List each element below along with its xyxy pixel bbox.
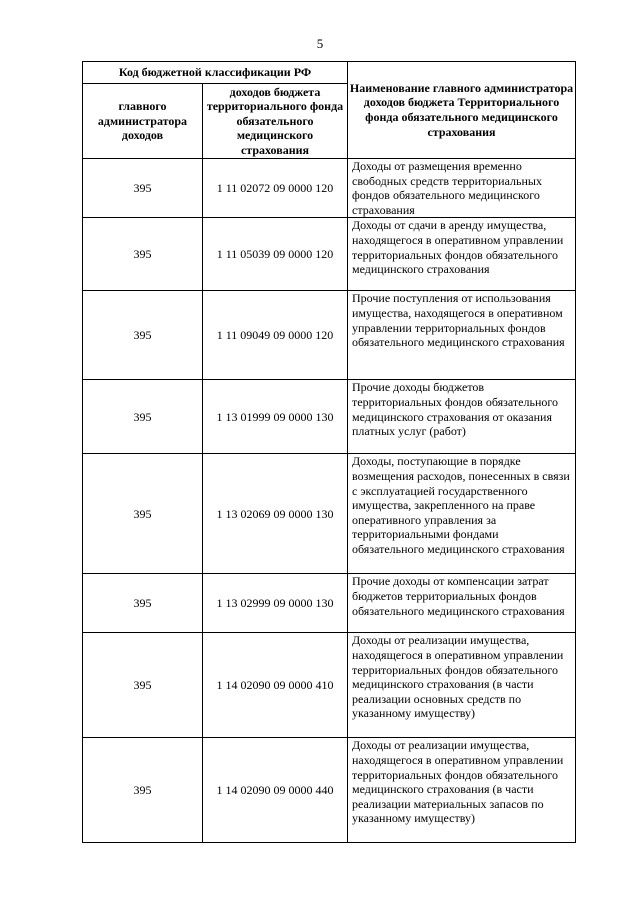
income-code-cell: 1 13 02069 09 0000 130 bbox=[203, 454, 348, 574]
income-name-cell: Доходы от размещения временно свободных средств территориальных фондов обязательного медицинского страхования bbox=[348, 159, 576, 218]
header-fund-income: доходов бюджета территориального фонда обязательного медицинского страхования bbox=[203, 84, 348, 159]
page-number: 5 bbox=[316, 36, 324, 51]
income-code-cell: 1 13 02999 09 0000 130 bbox=[203, 574, 348, 633]
admin-code-cell: 395 bbox=[83, 218, 203, 291]
admin-code-cell: 395 bbox=[83, 574, 203, 633]
income-name-cell: Прочие поступления от использования имущества, находящегося в оперативном управлении территориальных фондов обязательного медицинского страхования bbox=[348, 291, 576, 380]
income-name-cell: Доходы, поступающие в порядке возмещения расходов, понесенных в связи с эксплуатацией государственного имущества, закрепленного на праве оперативного управления за территориальными фондами обязательного медицинского страхования bbox=[348, 454, 576, 574]
table-row bbox=[83, 291, 576, 380]
income-name-cell: Доходы от реализации имущества, находящегося в оперативном управлении территориальных фондов обязательного медицинского страхования (в части реализации основных средств по указанному имуществу) bbox=[348, 633, 576, 738]
admin-code-cell: 395 bbox=[83, 291, 203, 380]
budget-classification-table bbox=[82, 61, 576, 843]
table-row bbox=[83, 454, 576, 574]
income-code-cell: 1 14 02090 09 0000 410 bbox=[203, 633, 348, 738]
income-name-cell: Доходы от сдачи в аренду имущества, находящегося в оперативном управлении территориальных фондов обязательного медицинского страхования bbox=[348, 218, 576, 291]
income-name-cell: Доходы от реализации имущества, находящегося в оперативном управлении территориальных фондов обязательного медицинского страхования (в части реализации материальных запасов по указанному имуществу) bbox=[348, 738, 576, 843]
table-row bbox=[83, 380, 576, 454]
admin-code-cell: 395 bbox=[83, 380, 203, 454]
table-row bbox=[83, 633, 576, 738]
income-code-cell: 1 14 02090 09 0000 440 bbox=[203, 738, 348, 843]
table-row bbox=[83, 159, 576, 218]
income-code-cell: 1 11 09049 09 0000 120 bbox=[203, 291, 348, 380]
admin-code-cell: 395 bbox=[83, 159, 203, 218]
income-code-cell: 1 11 05039 09 0000 120 bbox=[203, 218, 348, 291]
admin-code-cell: 395 bbox=[83, 633, 203, 738]
header-administrator-name: Наименование главного администратора доходов бюджета Территориального фонда обязательного медицинского страхования bbox=[348, 62, 576, 159]
header-budget-code-group: Код бюджетной классификации РФ bbox=[83, 62, 348, 84]
income-code-cell: 1 11 02072 09 0000 120 bbox=[203, 159, 348, 218]
income-name-cell: Прочие доходы от компенсации затрат бюджетов территориальных фондов обязательного медицинского страхования bbox=[348, 574, 576, 633]
table-row bbox=[83, 574, 576, 633]
income-name-cell: Прочие доходы бюджетов территориальных фондов обязательного медицинского страхования от оказания платных услуг (работ) bbox=[348, 380, 576, 454]
income-code-cell: 1 13 01999 09 0000 130 bbox=[203, 380, 348, 454]
table-row bbox=[83, 738, 576, 843]
admin-code-cell: 395 bbox=[83, 738, 203, 843]
header-chief-administrator: главного администратора доходов bbox=[83, 84, 203, 159]
table-row bbox=[83, 218, 576, 291]
admin-code-cell: 395 bbox=[83, 454, 203, 574]
